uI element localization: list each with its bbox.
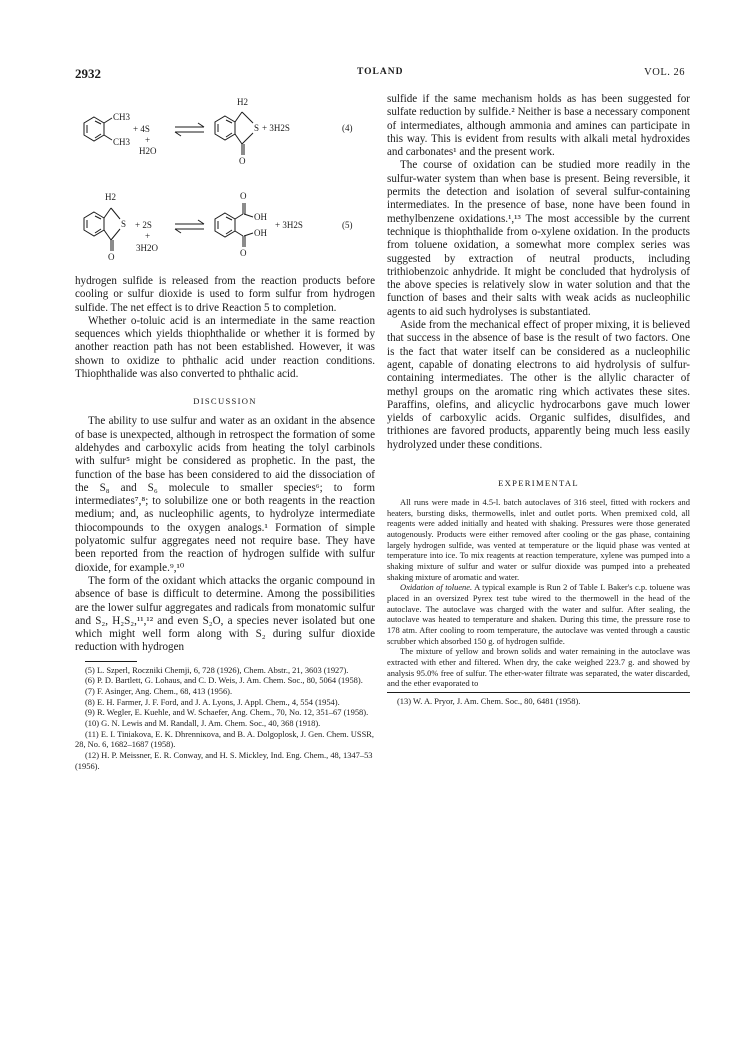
eq5-number: (5) [342, 220, 353, 230]
eq5-h2o: 3H2O [136, 243, 158, 253]
discussion-paragraph-2: The form of the oxidant which attacks the organic compound in absence of base is difficult to determine. Among the possibilities are the lower sulfur aggregates and radicals from monatomic sulfur and S₂, H₂S₂,¹¹,¹² and even S₂O, a species never isolated but one which might well form along with S₂ during sulfur dioxide reduction with hydrogen [75, 574, 375, 654]
footnote-13: (13) W. A. Pryor, J. Am. Chem. Soc., 80, 6481 (1958). [397, 695, 581, 706]
footnotes-left [75, 665, 375, 772]
eq4-ch3-bottom: CH3 [113, 137, 131, 147]
eq5-plus: + [145, 231, 151, 241]
left-paragraph-1: hydrogen sulfide is released from the reaction products before cooling or sulfur dioxide is used to form sulfur from hydrogen sulfide. The net effect is to drive Reaction 5 to completion. [75, 275, 375, 314]
footnote-rule [85, 661, 137, 662]
experimental-heading: EXPERIMENTAL [498, 478, 579, 489]
right-paragraph-1: sulfide if the same mechanism holds as has been suggested for sulfate reduction by sulfide.² Neither is base a necessary component of intermediates, although ammonia and amines can participate in this way. This is evident from results with alkali metal hydroxides and carbonates¹ and the present work. [387, 93, 690, 159]
running-title: TOLAND [357, 67, 404, 77]
eq4-h2: H2 [237, 97, 248, 107]
footnote-12: (12) H. P. Meissner, E. R. Conway, and H. S. Mickley, Ind. Eng. Chem., 48, 1347–53 (1956). [75, 749, 373, 771]
page-header [75, 66, 685, 82]
experimental-paragraph-1: All runs were made in 4.5-l. batch autoclaves of 316 steel, fitted with rockers and heaters, bursting disks, thermowells, inlet and outlet ports. When premixed cold, all reagents were added initially and heated with shaking. Pressures were those generated autogenously. Products were either removed after cooling or the gas phase, containing largely hydrogen sulfide, was vented at temperature or the liquid phase was vented at temperature into ice. To mix reagents at reaction temperature, xylene was pumped into a shaking mixture of sulfur and water or sulfur dioxide was pumped into a preheated shaking mixture of aromatic and water. [387, 497, 690, 582]
eq5-oh-top: OH [254, 212, 267, 222]
eq4-ch3-top: CH3 [113, 112, 131, 122]
eq4-plus-4s: + 4S [133, 124, 150, 134]
reaction-equations [75, 93, 375, 275]
volume-label: VOL. 26 [644, 67, 685, 78]
discussion-heading: DISCUSSION [193, 396, 257, 407]
footnote-6: (6) P. D. Bartlett, G. Lohaus, and C. D. Weis, J. Am. Chem. Soc., 80, 5064 (1958). [85, 675, 363, 686]
footnote-5: (5) L. Szperl, Roczniki Chemji, 6, 728 (1926), Chem. Abstr., 21, 3603 (1927). [85, 664, 349, 675]
toluene-oxidation-text: A typical example is Run 2 of Table I. Baker's c.p. toluene was placed in an oversized Pyrex test tube wired to the thermowell in the head of the autoclave. The autoclave was charged with the water and sulfur. After sealing, the autoclave was heated to temperature and shaken. During this time, the pressure rose to 178 atm. After cooling to room temperature, the autoclave was vented through a caustic scrubber which absorbed 150 g. of hydrogen sulfide. [387, 582, 690, 646]
right-column [387, 93, 690, 706]
eq4-h2o: H2O [139, 146, 157, 156]
eq5-o-bottom: O [240, 248, 247, 258]
reaction-scheme-diagram [75, 93, 375, 275]
footnote-10: (10) G. N. Lewis and M. Randall, J. Am. Chem. Soc., 40, 368 (1918). [85, 718, 321, 728]
eq4-number: (4) [342, 123, 353, 133]
toluene-oxidation-title: Oxidation of toluene. [400, 582, 473, 593]
footnote-8: (8) E. H. Farmer, J. F. Ford, and J. A. Lyons, J. Appl. Chem., 4, 554 (1954). [85, 696, 340, 707]
eq5-oh-bottom: OH [254, 228, 267, 238]
eq4-plus: + [145, 135, 151, 145]
eq4-s: S [254, 123, 260, 133]
eq4-o: O [239, 156, 246, 166]
footnote-9: (9) R. Wegler, E. Kuehle, and W. Schaefer, Ang. Chem., 70, No. 12, 351–67 (1958). [85, 707, 369, 718]
right-paragraph-2: The course of oxidation can be studied more readily in the sulfur-water system than when base is present. Being reversible, it permits the detection and isolation of several sulfur-containing intermediates. In the presence of base, none have been found in methylbenzene oxidations.¹,¹³ The most accessible by the current technique is thiophthalide from o-xylene oxidation. In the products from toluene oxidation, a somewhat more complex series was suggested by extraction of neutral products, including trithiobenzoic anhydride. It might be concluded that hydrolysis of the above species is relatively slow in water solution and that the function of bases and their salts with weak acids as nucleophilic agents to aid such hydrolyses is substantiated. [387, 159, 690, 318]
right-paragraph-3: Aside from the mechanical effect of proper mixing, it is believed that success in the absence of base is the result of two factors. One is the fact that water itself can be considered as a nucleophilic agent, capable of donating electrons to aid hydrolysis of sulfur-containing intermediates. The other is the allylic character of methyl groups on the aromatic ring which activates these sites. Paraffins, olefins, and alicyclic hydrocarbons gave much lower yields of carboxylic acids. Organic sulfides, disulfides, and trithiones are favored products, apparently being much less easily hydrolyzed under these conditions. [387, 319, 690, 451]
page-number: 2932 [75, 66, 101, 81]
left-column [75, 93, 375, 771]
experimental-paragraph-3: The mixture of yellow and brown solids and water remaining in the autoclave was extracted with ether and filtered. When dry, the cake weighed 223.7 g. and showed by analysis 95.0% free of sulfur. The ether-water filtrate was separated, the water discarded, and the ether evaporated to [387, 646, 690, 689]
eq5-h2: H2 [105, 192, 116, 202]
experimental-paragraph-2 [387, 582, 690, 646]
footnote-11: (11) E. I. Tiniakova, E. K. Dhrenniкova, and B. A. Dolgoplosk, J. Gen. Chem. USSR, 28, No. 6, 1682–1687 (1958). [75, 728, 375, 750]
footnote-rule-right [387, 692, 690, 693]
eq5-o-top: O [240, 191, 247, 201]
footnote-7: (7) F. Asinger, Ang. Chem., 68, 413 (1956). [85, 686, 233, 697]
eq5-product: + 3H2S [275, 220, 303, 230]
eq5-plus-2s: + 2S [135, 220, 152, 230]
eq4-product: + 3H2S [262, 123, 290, 133]
left-paragraph-2: Whether o-toluic acid is an intermediate in the same reaction sequences which yields thiophthalide or whether it is formed by another reaction path has not been established. However, it was shown to oxidize to phthalic acid under reaction conditions. Thiophthalide was also converted to phthalic acid. [75, 314, 375, 381]
eq5-s: S [121, 219, 127, 229]
eq5-o-left: O [108, 252, 115, 262]
discussion-paragraph-1: The ability to use sulfur and water as an oxidant in the absence of base is unexpected, although in retrospect the formation of some aldehydes and carboxylic acids from heating the tolyl carbinols with sulfur⁵ might be considered as prophetic. In the past, the function of the base has been considered to aid the dissociation of the S₈ and S₆ molecule to smaller species⁶; to form intermediates⁷,⁸; to solubilize one or both reagents in the reaction medium; and, as nucleophilic agents, to hydrolyze intermediate thiocompounds to the oxygen analogs.¹ Formation of simple polyatomic sulfur aggregates need not require base. They have been reported from the reaction of hydrogen sulfide with sulfur dioxide, for example.⁹,¹⁰ [75, 415, 375, 574]
